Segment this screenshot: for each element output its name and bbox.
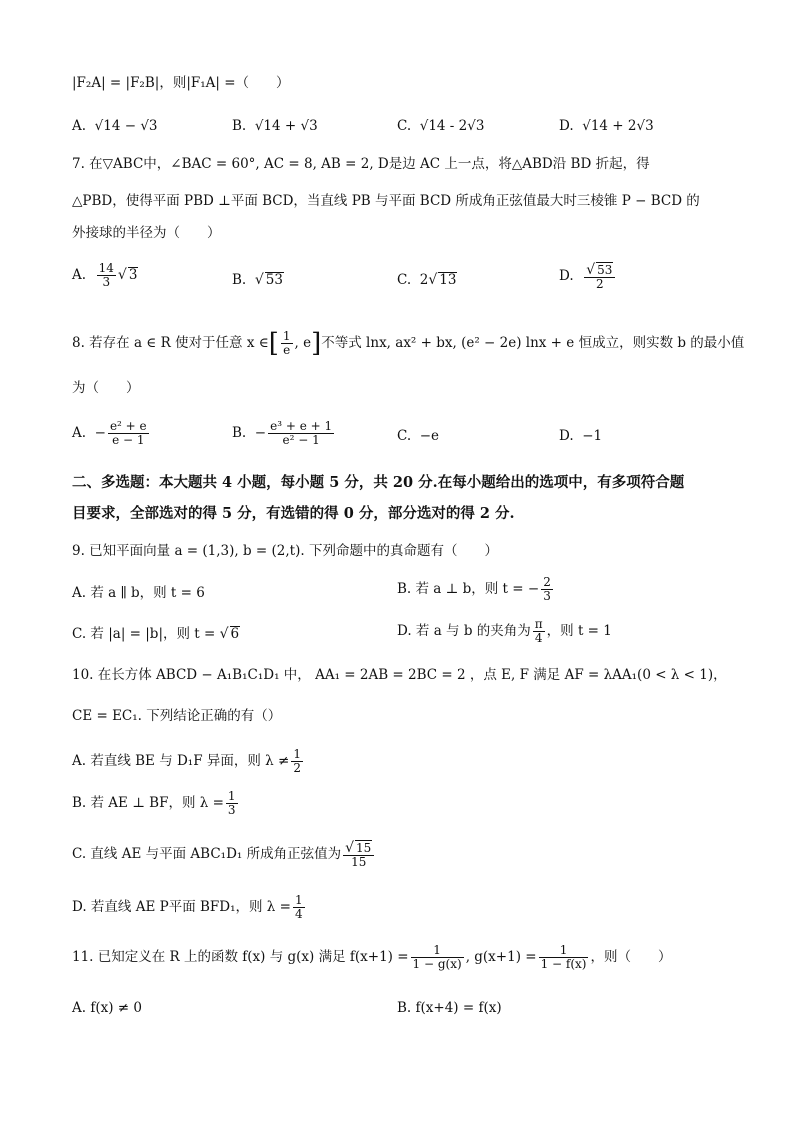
option-text: D. 若直线 AE P平面 BFD₁，则 λ = <box>72 899 291 915</box>
option-label: B. <box>232 118 247 134</box>
option-text: A. 若直线 BE 与 D₁F 异面，则 λ ≠ <box>72 753 290 769</box>
q7-line-1: 7. 在▽ABC中，∠BAC = 60°, AC = 8, AB = 2, D是边 AC 上一点，将△ABD沿 BD 折起，得 <box>72 156 650 172</box>
q10-option-a <box>72 748 305 775</box>
q10-option-d <box>72 894 307 921</box>
option-label: D. <box>559 428 574 444</box>
fraction: $\frac{1}{1 - g(x)}$ <box>412 943 462 971</box>
q11-text-c: ，则（ ） <box>590 949 672 965</box>
option-label: C. <box>397 272 412 288</box>
q7-option-c: C. 2√ 13 <box>397 272 457 288</box>
q9-option-a: A. 若 a ∥ b，则 t = 6 <box>72 585 205 601</box>
option-text: C. 直线 AE 与平面 ABC₁D₁ 所成角正弦值为 <box>72 846 342 862</box>
section-heading-line-2: 目要求，全部选对的得 5 分，有选错的得 0 分，部分选对的得 2 分. <box>72 505 515 522</box>
option-value: −e <box>419 428 440 444</box>
q10-line-2: CE = EC₁. 下列结论正确的有（） <box>72 708 282 724</box>
q10-option-c <box>72 840 376 869</box>
q9-option-c: C. 若 |a| = |b|，则 t = √ 6 <box>72 626 240 642</box>
q11-text-b: , g(x+1) = <box>465 949 537 965</box>
fraction: $\frac{1}{4}$ <box>294 893 303 921</box>
q11-stem <box>72 944 671 971</box>
fraction: $\frac{14}{3}$ <box>98 261 114 289</box>
fraction: $\frac{\pi}{4}$ <box>534 617 543 645</box>
radicand: 53 <box>265 272 283 288</box>
q11-option-a: A. f(x) ≠ 0 <box>72 1000 142 1016</box>
option-text: B. 若 a ⊥ b，则 t = − <box>397 581 540 597</box>
option-text: B. 若 AE ⊥ BF，则 λ = <box>72 795 224 811</box>
q10-line-1: 10. 在长方体 ABCD − A₁B₁C₁D₁ 中， AA₁ = 2AB = 2BC = 2 ，点 E, F 满足 AF = λAA₁(0 < λ < 1)， <box>72 667 727 683</box>
fraction: $\frac{√ 15}{15}$ <box>343 840 374 869</box>
q6-option-a <box>72 117 158 135</box>
fraction: $\frac{1}{2}$ <box>293 747 301 775</box>
option-value: √14 - 2√3 <box>419 118 485 134</box>
q8-text-c: 不等式 lnx, ax² + bx, (e² − 2e) lnx + e 恒成立，则实数 b 的最小值 <box>321 335 745 351</box>
q7-option-d <box>559 262 617 291</box>
option-text: C. 若 |a| = |b|，则 t = <box>72 626 220 642</box>
q6-option-b <box>232 117 318 135</box>
option-value: −1 <box>582 428 603 444</box>
q8-option-b: B. − $\frac{\text{e³ + e + 1}}{\text{e² − 1}}$ <box>232 419 333 447</box>
radicand: 3 <box>128 267 138 283</box>
q7-option-a: A. $\frac{14}{3}$ √ 3 <box>72 261 138 289</box>
option-label: A. <box>72 267 87 283</box>
section-heading-line-1: 二、多选题：本大题共 4 小题，每小题 5 分，共 20 分.在每小题给出的选项中，有多项符合题 <box>72 474 685 491</box>
option-label: C. <box>397 428 412 444</box>
option-text-post: ，则 t = 1 <box>546 623 612 639</box>
q8-line-2: 为（ ） <box>72 380 140 396</box>
q8-line-1: 8. 若存在 a ∈ R 使对于任意 x ∈[ $\frac{1}{e}$ , e]不等式 lnx, ax² + bx, (e² − 2e) lnx + e 恒成立，则实数 b 的最小值 <box>72 328 745 359</box>
q8-option-d <box>559 427 602 445</box>
q7-line-2: △PBD，使得平面 PBD ⊥平面 BCD，当直线 PB 与平面 BCD 所成角正弦值最大时三棱锥 P − BCD 的 <box>72 193 700 209</box>
q7-option-b: B. √ 53 <box>232 272 283 288</box>
option-label: A. <box>72 118 87 134</box>
q8-text-b: , e <box>294 335 312 351</box>
option-label: D. <box>559 118 574 134</box>
option-text: D. 若 a 与 b 的夹角为 <box>397 623 531 639</box>
radicand: 6 <box>230 626 240 642</box>
option-value: √14 − √3 <box>94 118 158 134</box>
fraction: $\frac{\text{e³ + e + 1}}{\text{e² − 1}}$ <box>270 419 333 447</box>
q10-option-b <box>72 790 240 817</box>
option-label: D. <box>559 268 574 284</box>
fraction: $\frac{√ 53}{2}$ <box>584 262 615 291</box>
q6-option-d <box>559 117 654 135</box>
q9-option-d <box>397 618 612 645</box>
fraction: $\frac{\text{e² + e}}{e - 1}$ <box>109 419 147 447</box>
fraction: $\frac{1}{3}$ <box>227 789 236 817</box>
option-label: B. <box>232 272 247 288</box>
q11-option-b: B. f(x+4) = f(x) <box>397 1000 502 1016</box>
q9-stem: 9. 已知平面向量 a = (1,3), b = (2,t). 下列命题中的真命题有（ ） <box>72 543 498 559</box>
option-label: C. <box>397 118 412 134</box>
q8-text-a: 8. 若存在 a ∈ R 使对于任意 x ∈ <box>72 335 269 351</box>
q7-line-3: 外接球的半径为（ ） <box>72 225 221 241</box>
option-label: A. <box>72 425 87 441</box>
q8-option-a: A. − $\frac{\text{e² + e}}{e - 1}$ <box>72 419 147 447</box>
radicand: 13 <box>439 272 457 288</box>
q6-option-c <box>397 117 484 135</box>
fraction: $\frac{1}{1 - f(x)}$ <box>540 943 587 971</box>
option-value: √14 + √3 <box>254 118 318 134</box>
fraction: $\frac{1}{e}$ <box>282 329 291 357</box>
q9-option-b <box>397 576 555 603</box>
q8-option-c <box>397 427 439 445</box>
q11-text-a: 11. 已知定义在 R 上的函数 f(x) 与 g(x) 满足 f(x+1) = <box>72 949 409 965</box>
option-label: B. <box>232 425 247 441</box>
option-value: √14 + 2√3 <box>582 118 654 134</box>
fraction: $\frac{2}{3}$ <box>543 575 551 603</box>
q6-tail: |F₂A| = |F₂B|，则|F₁A| =（ ） <box>72 75 290 91</box>
coefficient: 2 <box>419 272 429 288</box>
